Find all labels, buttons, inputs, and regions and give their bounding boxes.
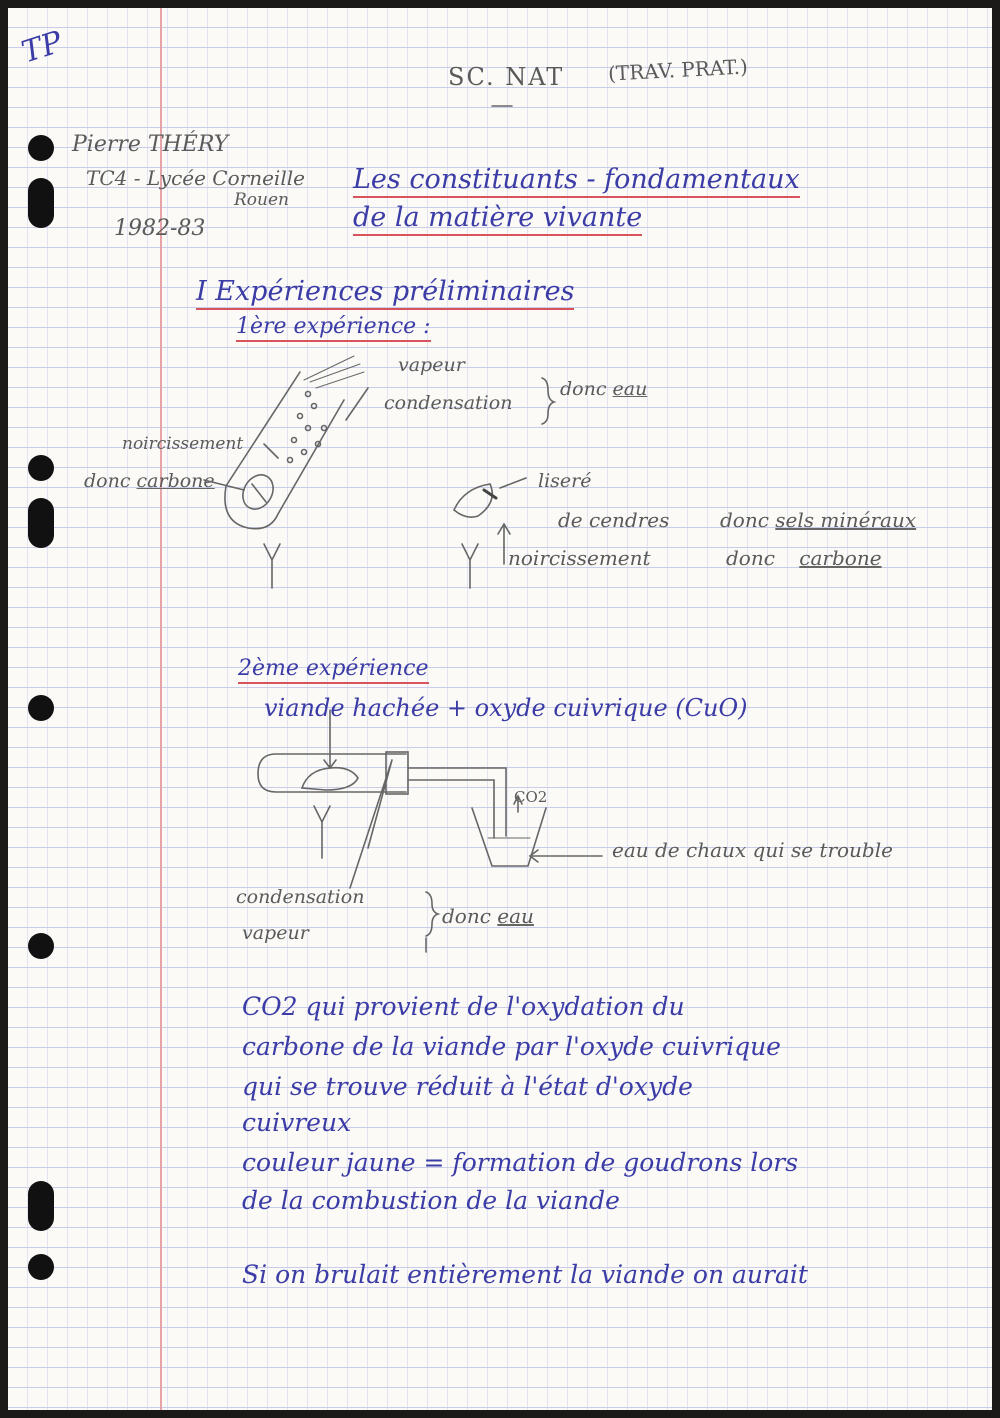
explanation-line: CO2 qui provient de l'oxydation du (242, 992, 685, 1021)
label-de-cendres: de cendres (558, 508, 670, 532)
class-school: TC4 - Lycée Corneille (86, 166, 305, 190)
beaker (472, 808, 546, 866)
brace (542, 378, 554, 424)
label-lisere: liseré (538, 470, 592, 492)
explanation-line: couleur jaune = formation de goudrons lors (242, 1148, 799, 1177)
notebook-page (8, 8, 992, 1410)
burnt-leaf-drawing (454, 478, 526, 588)
explanation-line: cuivreux (242, 1108, 352, 1137)
label-noircissement: noircissement (122, 434, 244, 454)
label-donc-sels-mineraux: donc sels minéraux (720, 508, 917, 532)
title-line-1: Les constituants - fondamentaux (353, 164, 800, 198)
experiment-2-reagents: viande hachée + oxyde cuivrique (CuO) (264, 694, 748, 722)
label-vapeur-2: vapeur (242, 922, 309, 944)
subject-note: (TRAV. PRAT.) (607, 54, 749, 86)
combustion-tube-drawing (258, 710, 602, 952)
flame-stand (264, 544, 280, 588)
label-donc-eau: donc eau (560, 378, 648, 400)
label-condensation: condensation (384, 392, 513, 414)
experiment-2-heading: 2ème expérience (238, 656, 429, 684)
brace (426, 892, 438, 936)
explanation-line: de la combustion de la viande (242, 1186, 620, 1215)
label-noircissement-2: noircissement (508, 546, 651, 570)
label-donc-carbone: donc carbone (84, 470, 215, 492)
label-donc-eau-2: donc eau (442, 904, 534, 928)
school-year: 1982-83 (114, 216, 206, 241)
pencil-drawings (8, 8, 992, 1410)
title-line-2: de la matière vivante (353, 202, 642, 236)
label-vapeur: vapeur (398, 354, 465, 376)
label-co2: CO2 (514, 788, 548, 806)
label-eau-de-chaux: eau de chaux qui se trouble (612, 838, 893, 862)
section-heading: I Expériences préliminaires (196, 276, 574, 310)
student-name: Pierre THÉRY (72, 132, 229, 157)
experiment-1-heading: 1ère expérience : (236, 314, 431, 342)
label-condensation-2: condensation (236, 886, 365, 908)
test-tube-drawing (204, 356, 554, 588)
tp-mark: TP (17, 24, 67, 71)
explanation-line: qui se trouve réduit à l'état d'oxyde (242, 1072, 693, 1101)
label-donc-carbone-2: donc carbone (726, 546, 882, 570)
explanation-line: carbone de la viande par l'oxyde cuivrique (242, 1032, 781, 1061)
city: Rouen (234, 190, 289, 210)
explanation-line: Si on brulait entièrement la viande on aurait (242, 1260, 808, 1289)
subject-label: SC. NAT (448, 63, 565, 91)
